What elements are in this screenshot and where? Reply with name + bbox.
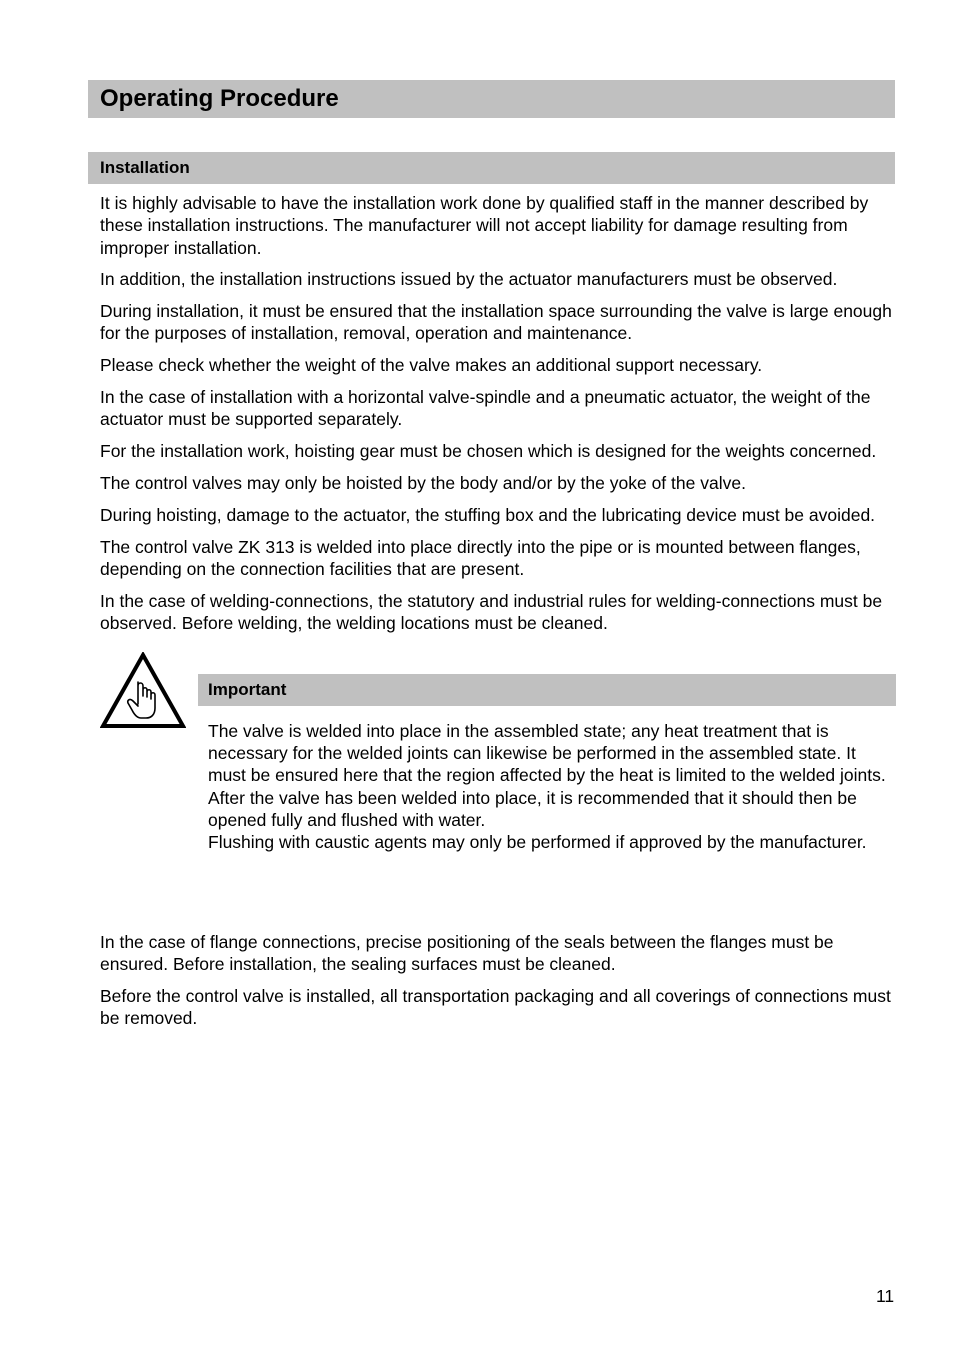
important-title: Important: [208, 679, 287, 699]
important-line: Flushing with caustic agents may only be performed if approved by the manufacturer.: [208, 832, 867, 853]
paragraph: For the installation work, hoisting gear must be chosen which is designed for the weights concerned.: [100, 441, 877, 462]
paragraph: In addition, the installation instructions issued by the actuator manufacturers must be observed.: [100, 269, 838, 290]
paragraph: In the case of welding-connections, the statutory and industrial rules for welding-connections must be observed. Before welding, the welding locations must be cleaned.: [100, 590, 883, 633]
page-number: 11: [876, 1286, 895, 1306]
page-title: Operating Procedure: [100, 85, 339, 112]
paragraph: During installation, it must be ensured that the installation space surrounding the valve is large enough for the purposes of installation, removal, operation and maintenance.: [100, 301, 892, 344]
paragraph: The control valve ZK 313 is welded into place directly into the pipe or is mounted between flanges, depending on the connection facilities that are present.: [100, 536, 861, 579]
paragraph: Please check whether the weight of the valve makes an additional support necessary.: [100, 355, 763, 376]
paragraph: It is highly advisable to have the installation work done by qualified staff in the manner described by these installation instructions. The manufacturer will not accept liability for damage resulting from improper installation.: [100, 193, 869, 258]
important-line: After the valve has been welded into place, it is recommended that it should then be opened fully and flushed with water.: [208, 787, 857, 830]
section-content: [100, 192, 900, 1039]
section-title: Installation: [100, 158, 190, 177]
section-header-bar: [88, 152, 895, 184]
paragraph: Before the control valve is installed, all transportation packaging and all coverings of connections must be removed.: [100, 985, 891, 1029]
important-text: [208, 720, 888, 854]
important-line: The valve is welded into place in the assembled state; any heat treatment that is necessary for the welded joints can likewise be performed in the assembled state. It must be ensured here that the region affected by the heat is limited to the welded joints.: [208, 720, 886, 786]
paragraph: In the case of installation with a horizontal valve-spindle and a pneumatic actuator, the weight of the actuator must be supported separately.: [100, 387, 871, 430]
paragraph: The control valves may only be hoisted by the body and/or by the yoke of the valve.: [100, 472, 746, 493]
paragraph: During hoisting, damage to the actuator, the stuffing box and the lubricating device must be avoided.: [100, 504, 876, 525]
paragraph: In the case of flange connections, precise positioning of the seals between the flanges must be ensured. Before installation, the sealing surfaces must be cleaned.: [100, 931, 834, 975]
page-title-bar: [88, 80, 895, 118]
important-header-bar: [198, 674, 896, 706]
important-notice: [0, 644, 900, 919]
warning-hand-icon: [100, 652, 186, 730]
